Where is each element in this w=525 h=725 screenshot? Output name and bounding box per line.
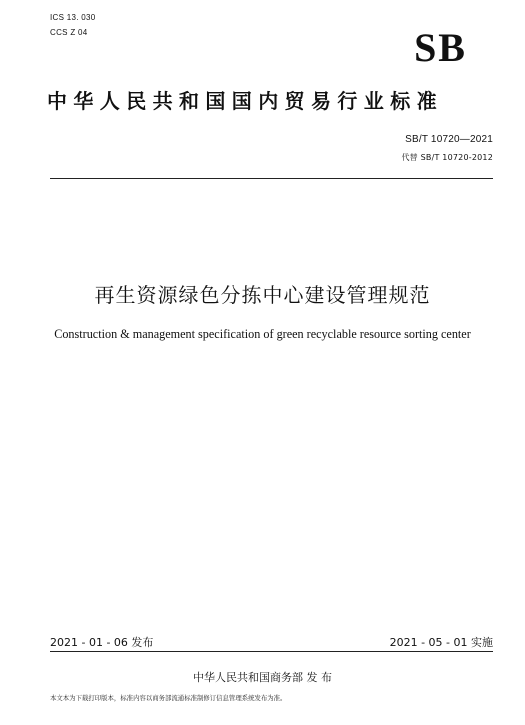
bottom-divider — [50, 651, 493, 652]
download-note: 本文本为下载打印版本，标准内容以商务部流通标准制修订信息管理系统发布为准。 — [50, 694, 287, 702]
document-title-english: Construction & management specification of green recyclable resource sorting center — [54, 327, 471, 341]
standard-number: SB/T 10720—2021 — [405, 134, 493, 145]
implementation-date: 2021 - 05 - 01 实施 — [389, 636, 493, 649]
organization-title: 中华人民共和国国内贸易行业标准 — [47, 89, 443, 113]
ccs-code: CCS Z 04 — [50, 28, 88, 37]
top-divider — [50, 178, 493, 179]
issuing-authority: 中华人民共和国商务部 发 布 — [193, 671, 332, 684]
replaces-standard: 代替 SB/T 10720-2012 — [401, 153, 493, 162]
document-title-chinese: 再生资源绿色分拣中心建设管理规范 — [94, 283, 431, 307]
ics-code: ICS 13. 030 — [50, 13, 96, 22]
standard-logo: SB — [414, 25, 467, 70]
issue-date: 2021 - 01 - 06 发布 — [50, 636, 154, 649]
